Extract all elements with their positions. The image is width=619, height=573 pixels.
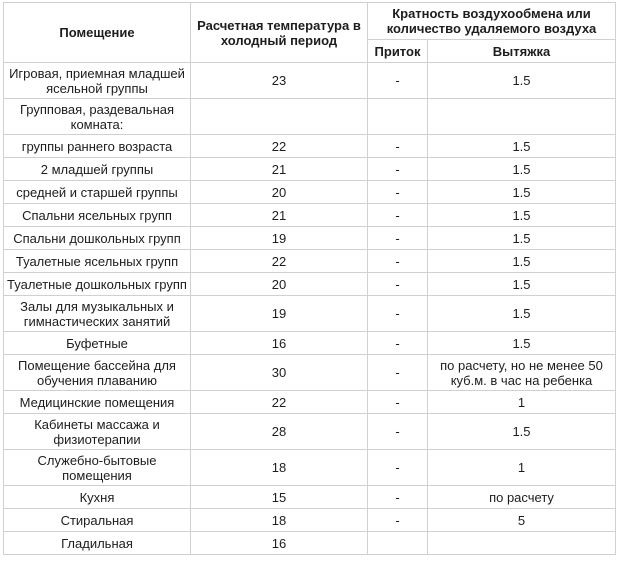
table-row bbox=[4, 450, 616, 486]
table-row bbox=[4, 414, 616, 450]
exhaust-cell: 1.5 bbox=[428, 273, 616, 296]
exhaust-cell: 1.5 bbox=[428, 250, 616, 273]
table-row bbox=[4, 250, 616, 273]
temperature-cell: 22 bbox=[191, 391, 368, 414]
supply-cell: - bbox=[368, 332, 428, 355]
supply-cell: - bbox=[368, 509, 428, 532]
temperature-cell: 16 bbox=[191, 532, 368, 555]
supply-cell: - bbox=[368, 135, 428, 158]
exhaust-cell: 1.5 bbox=[428, 204, 616, 227]
table-row bbox=[4, 135, 616, 158]
room-cell: Спальни дошкольных групп bbox=[4, 227, 191, 250]
temperature-cell: 21 bbox=[191, 204, 368, 227]
supply-cell bbox=[368, 99, 428, 135]
supply-cell: - bbox=[368, 414, 428, 450]
room-cell: 2 младшей группы bbox=[4, 158, 191, 181]
supply-cell: - bbox=[368, 227, 428, 250]
room-cell: Спальни ясельных групп bbox=[4, 204, 191, 227]
table-row bbox=[4, 99, 616, 135]
exhaust-cell: 5 bbox=[428, 509, 616, 532]
temperature-cell: 19 bbox=[191, 227, 368, 250]
table-row bbox=[4, 296, 616, 332]
supply-cell: - bbox=[368, 250, 428, 273]
temperature-cell: 20 bbox=[191, 181, 368, 204]
temperature-cell: 19 bbox=[191, 296, 368, 332]
exhaust-cell: 1.5 bbox=[428, 181, 616, 204]
supply-cell: - bbox=[368, 355, 428, 391]
temperature-cell: 20 bbox=[191, 273, 368, 296]
supply-cell bbox=[368, 532, 428, 555]
temperature-cell: 18 bbox=[191, 509, 368, 532]
header-air-exchange: Кратность воздухообмена или количество удаляемого воздуха bbox=[368, 3, 616, 40]
table-row bbox=[4, 158, 616, 181]
table-row bbox=[4, 332, 616, 355]
table-row bbox=[4, 486, 616, 509]
room-cell: средней и старшей группы bbox=[4, 181, 191, 204]
temperature-cell: 18 bbox=[191, 450, 368, 486]
table-row bbox=[4, 355, 616, 391]
temperature-cell bbox=[191, 99, 368, 135]
temperature-cell: 16 bbox=[191, 332, 368, 355]
exhaust-cell bbox=[428, 532, 616, 555]
exhaust-cell: по расчету, но не менее 50 куб.м. в час на ребенка bbox=[428, 355, 616, 391]
header-temperature: Расчетная температура в холодный период bbox=[191, 3, 368, 63]
room-cell: Туалетные ясельных групп bbox=[4, 250, 191, 273]
temperature-cell: 23 bbox=[191, 63, 368, 99]
exhaust-cell: 1 bbox=[428, 450, 616, 486]
temperature-cell: 22 bbox=[191, 135, 368, 158]
room-cell: Медицинские помещения bbox=[4, 391, 191, 414]
table-row bbox=[4, 227, 616, 250]
table-row bbox=[4, 509, 616, 532]
supply-cell: - bbox=[368, 296, 428, 332]
supply-cell: - bbox=[368, 391, 428, 414]
temperature-cell: 30 bbox=[191, 355, 368, 391]
supply-cell: - bbox=[368, 181, 428, 204]
room-cell: Залы для музыкальных и гимнастических занятий bbox=[4, 296, 191, 332]
exhaust-cell bbox=[428, 99, 616, 135]
exhaust-cell: 1.5 bbox=[428, 332, 616, 355]
table-row bbox=[4, 532, 616, 555]
supply-cell: - bbox=[368, 486, 428, 509]
supply-cell: - bbox=[368, 158, 428, 181]
table-row bbox=[4, 63, 616, 99]
header-exhaust: Вытяжка bbox=[428, 40, 616, 63]
header-room: Помещение bbox=[4, 3, 191, 63]
table-row bbox=[4, 391, 616, 414]
exhaust-cell: 1.5 bbox=[428, 158, 616, 181]
temperature-cell: 28 bbox=[191, 414, 368, 450]
supply-cell: - bbox=[368, 63, 428, 99]
supply-cell: - bbox=[368, 450, 428, 486]
exhaust-cell: 1 bbox=[428, 391, 616, 414]
room-cell: Групповая, раздевальная комната: bbox=[4, 99, 191, 135]
room-cell: Игровая, приемная младшей ясельной группы bbox=[4, 63, 191, 99]
exhaust-cell: по расчету bbox=[428, 486, 616, 509]
supply-cell: - bbox=[368, 204, 428, 227]
header-supply: Приток bbox=[368, 40, 428, 63]
table-row bbox=[4, 181, 616, 204]
temperature-cell: 22 bbox=[191, 250, 368, 273]
room-cell: группы раннего возраста bbox=[4, 135, 191, 158]
exhaust-cell: 1.5 bbox=[428, 296, 616, 332]
exhaust-cell: 1.5 bbox=[428, 63, 616, 99]
table-row bbox=[4, 273, 616, 296]
room-cell: Служебно-бытовые помещения bbox=[4, 450, 191, 486]
room-cell: Стиральная bbox=[4, 509, 191, 532]
room-cell: Кухня bbox=[4, 486, 191, 509]
exhaust-cell: 1.5 bbox=[428, 414, 616, 450]
supply-cell: - bbox=[368, 273, 428, 296]
temperature-cell: 15 bbox=[191, 486, 368, 509]
table-row bbox=[4, 204, 616, 227]
temperature-cell: 21 bbox=[191, 158, 368, 181]
room-cell: Туалетные дошкольных групп bbox=[4, 273, 191, 296]
room-cell: Кабинеты массажа и физиотерапии bbox=[4, 414, 191, 450]
exhaust-cell: 1.5 bbox=[428, 135, 616, 158]
room-cell: Буфетные bbox=[4, 332, 191, 355]
ventilation-table bbox=[3, 2, 616, 555]
room-cell: Помещение бассейна для обучения плаванию bbox=[4, 355, 191, 391]
exhaust-cell: 1.5 bbox=[428, 227, 616, 250]
room-cell: Гладильная bbox=[4, 532, 191, 555]
